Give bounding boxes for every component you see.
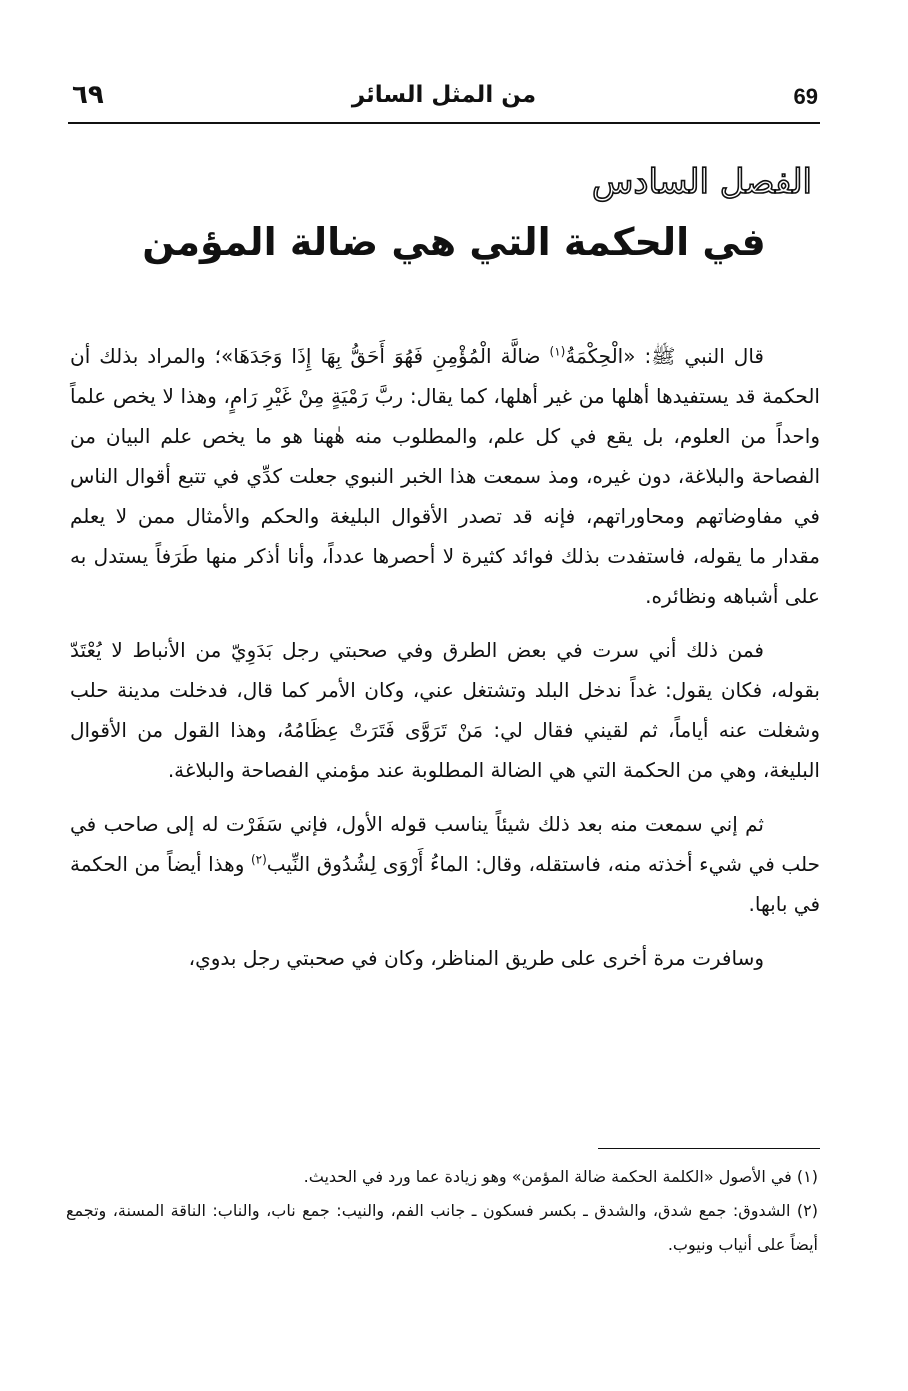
footnote-ref-1: (١) xyxy=(549,344,566,359)
paragraph-1-text-a: قال النبي ﷺ: «الْحِكْمَةُ xyxy=(565,344,764,368)
footnotes xyxy=(66,1160,818,1262)
paragraph-3-text-b: وهذا أيضاً من الحكمة في بابها. xyxy=(70,852,820,916)
footnote-ref-2: (٢) xyxy=(250,852,267,867)
page-number-latin: 69 xyxy=(793,84,818,109)
footnote-2: (٢) الشدوق: جمع شدق، والشدق ـ بكسر فسكون ـ جانب الفم، والنيب: جمع ناب، والناب: الناقة المسنة، وتجمع أيضاً على أنياب ونيوب. xyxy=(66,1201,818,1254)
page-header xyxy=(68,72,820,124)
paragraph-3-text-a: ثم إني سمعت منه بعد ذلك شيئاً يناسب قوله الأول، فإني سَفَرْت له إلى صاحب في حلب في شيء أخذته منه، فاستقله، وقال: الماءُ أَرْوَى لِشُدُوق النِّيب xyxy=(70,812,821,876)
page-number-arabic: ٦٩ xyxy=(72,80,104,110)
chapter-label: الفصل السادس xyxy=(591,162,812,202)
running-title: من المثل السائر xyxy=(351,82,537,108)
paragraph-2-text: فمن ذلك أني سرت في بعض الطرق وفي صحبتي رجل بَدَوِيّ من الأنباط لا يُعْتَدّ بقوله، فكان يقول: غداً ندخل البلد وتشتغل عني، وكان الأمر كما قال، فدخلت مدينة حلب وشغلت عنه أياماً، ثم لقيني فقال لي: مَنْ تَرَوَّى فَتَرَتْ عِظَامُهُ، وهذا القول من الأقوال البليغة، وهي من الحكمة التي هي الضالة المطلوبة عند مؤمني الفصاحة والبلاغة. xyxy=(70,638,820,782)
paragraph-2 xyxy=(70,630,820,790)
body-text xyxy=(70,336,820,992)
paragraph-4-text: وسافرت مرة أخرى على طريق المناظر، وكان في صحبتي رجل بدوي، xyxy=(188,946,764,970)
paragraph-4 xyxy=(70,938,820,978)
paragraph-3 xyxy=(70,804,820,924)
paragraph-1-text-b: ضالَّة الْمُؤْمِنِ فَهُوَ أَحَقُّ بِهَا إِذَا وَجَدَهَا»؛ والمراد بذلك أن الحكمة قد يستفيدها أهلها من غير أهلها، كما يقال: ربَّ رَمْيَةٍ مِنْ غَيْرِ رَامٍ، وهذا لا يخص علماً واحداً من العلوم، بل يقع في كل علم، والمطلوب منه هٰهنا هو ما يخص علم البيان من الفصاحة والبلاغة، دون غيره، ومذ سمعت هذا الخبر النبوي جعلت كدِّي في تتبع أقوال الناس في مفاوضاتهم ومحاوراتهم، فإنه قد تصدر الأقوال البليغة والحكم والأمثال ممن لا يعلم مقدار ما يقوله، فاستفدت بذلك فوائد كثيرة لا أحصرها عدداً، وأنا أذكر منها طَرَفاً يستدل به على أشباهه ونظائره. xyxy=(70,344,820,608)
paragraph-1 xyxy=(70,336,820,616)
footnote-1: (١) في الأصول «الكلمة الحكمة ضالة المؤمن» وهو زيادة عما ورد في الحديث. xyxy=(303,1167,818,1186)
footnote-divider xyxy=(598,1148,820,1149)
chapter-title: في الحكمة التي هي ضالة المؤمن xyxy=(142,220,766,264)
